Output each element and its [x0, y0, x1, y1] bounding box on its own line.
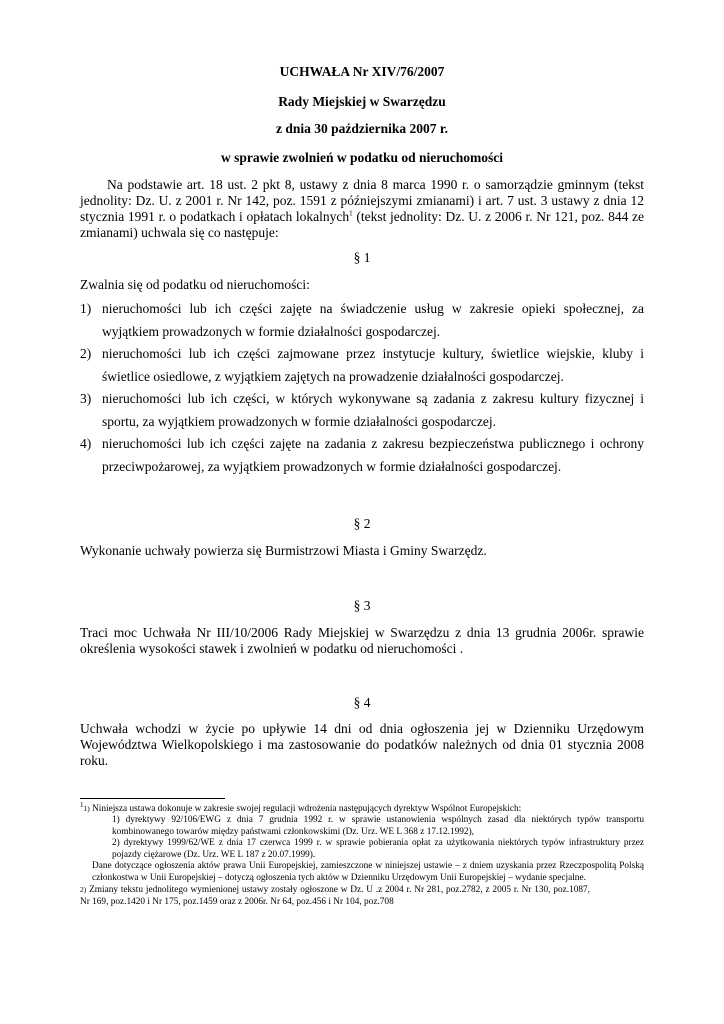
list-item: [80, 342, 644, 388]
list-item: [80, 387, 644, 433]
preamble-text: Na podstawie art. 18 ust. 2 pkt 8, ustawy z dnia 8 marca 1990 r. o samorządzie gminnym (tekst jednolity: Dz. U. z 2001 r. Nr 142, poz. 1591 z późniejszymi zmianami) i art. 7 ust. 3 ustawy z dnia 12 stycznia 1991 r. o podatkach i opłatach lokalnych: [80, 177, 644, 224]
list-item: [80, 432, 644, 478]
section-3-text: Traci moc Uchwała Nr III/10/2006 Rady Miejskiej w Swarzędzu z dnia 13 grudnia 2006r. sprawie określenia wysokości stawek i zwolnień w podatku od nieruchomości .: [80, 625, 644, 656]
section-2-text: Wykonanie uchwały powierza się Burmistrzowi Miasta i Gminy Swarzędz.: [80, 543, 487, 558]
list-item-number: 4): [80, 436, 92, 451]
section-heading-2: § 2: [353, 516, 371, 531]
section-heading-1: § 1: [353, 250, 371, 265]
issuing-body: Rady Miejskiej w Swarzędzu: [278, 94, 446, 109]
footnote-2: [80, 884, 590, 908]
list-item-number: 2): [80, 346, 92, 361]
footnote-1-mark: 1: [80, 800, 84, 809]
section-heading-3: § 3: [353, 598, 371, 613]
footnote-ref-1: 1: [349, 209, 353, 218]
list-item-number: 3): [80, 391, 92, 406]
list-item-text: nieruchomości lub ich części, w których wykonywane są zadania z zakresu kultury fizycznej i sportu, za wyjątkiem prowadzonych w formie działalności gospodarczej.: [102, 391, 644, 429]
list-item-text: nieruchomości lub ich części zajęte na świadczenie usług w zakresie opieki społecznej, za wyjątkiem prowadzonych w formie działalności gospodarczej.: [102, 301, 644, 339]
footnote-1-item-2: 2) dyrektywy 1999/62/WE z dnia 17 czerwca 1999 r. w sprawie pobierania opłat za użytkowania niektórych typów infrastruktury przez pojazdy ciężarowe (Dz. Urz. WE L 187 z 20.07.1999).: [112, 838, 644, 860]
footnote-1-text: Niniejsza ustawa dokonuje w zakresie swojej regulacji wdrożenia następujących dyrektyw Wspólnot Europejskich:: [89, 804, 522, 814]
footnote-1-note: Dane dotyczące ogłoszenia aktów prawa Unii Europejskiej, zamieszczone w niniejszej ustawie – z dniem uzyskania przez Rzeczpospolitą Polską członkostwa w Unii Europejskiej – dotyczą ogłoszenia tych aktów w Dzienniku Urzędowym Unii Europejskiej – wydanie specjalne.: [92, 861, 644, 883]
footnote-1-submark: 1): [83, 804, 90, 813]
preamble-text-cont: (tekst jednolity: Dz. U. z 2006 r. Nr 121, poz. 844 ze zmianami) uchwala się co następuje:: [80, 209, 644, 240]
resolution-title: UCHWAŁA Nr XIV/76/2007: [279, 64, 445, 79]
section-1-intro: Zwalnia się od podatku od nieruchomości:: [80, 277, 310, 292]
footnote-2-mark: 2): [80, 885, 87, 894]
footnote-2-text: Zmiany tekstu jednolitego wymienionej ustawy zostały ogłoszone w Dz. U .z 2004 r. Nr 281, poz.2782, z 2005 r. Nr 130, poz.1087, Nr 169, poz.1420 i Nr 175, poz.1459 oraz z 2006r. Nr 64, poz.456 i Nr 104, poz.708: [80, 885, 590, 907]
list-item-text: nieruchomości lub ich części zajmowane przez instytucje kultury, świetlice wiejskie, kluby i świetlice osiedlowe, z wyjątkiem zajętych na prowadzenie działalności gospodarczej.: [102, 346, 644, 384]
list-item-number: 1): [80, 301, 92, 316]
list-item-text: nieruchomości lub ich części zajęte na zadania z zakresu bezpieczeństwa publicznego i ochrony przeciwpożarowej, za wyjątkiem prowadzonych w formie działalności gospodarczej.: [102, 436, 644, 474]
list-item: [80, 297, 644, 343]
footnote-separator: [80, 798, 225, 799]
footnote-1-item-1: 1) dyrektywy 92/106/EWG z dnia 7 grudnia 1992 r. w sprawie ustanowienia wspólnych zasad dla niektórych typów transportu kombinowanego towarów między państwami członkowskimi (Dz. Urz. WE L 368 z 17.12.1992),: [112, 815, 644, 837]
footnote-1: [80, 800, 644, 816]
section-4-text: Uchwała wchodzi w życie po upływie 14 dni od dnia ogłoszenia jej w Dzienniku Urzędowym Województwa Wielkopolskiego i ma zastosowanie do podatków należnych od dnia 01 stycznia 2008 roku.: [80, 721, 644, 768]
preamble: [80, 177, 644, 241]
resolution-date: z dnia 30 października 2007 r.: [275, 121, 448, 136]
resolution-subject: w sprawie zwolnień w podatku od nieruchomości: [220, 150, 504, 165]
section-heading-4: § 4: [353, 695, 371, 710]
